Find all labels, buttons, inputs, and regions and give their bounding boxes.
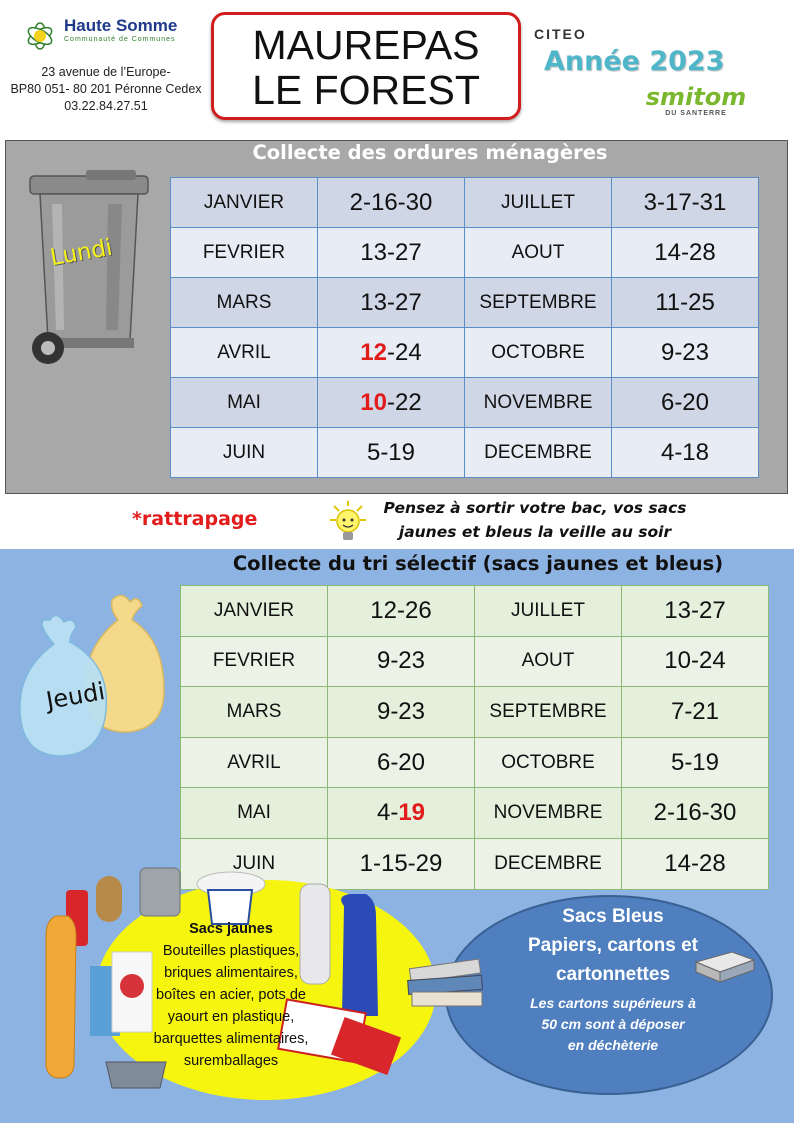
- citeo-logo: CITEO: [534, 26, 587, 42]
- recycling-bags-icon: [14, 590, 174, 760]
- dates-cell: 10-22: [318, 378, 465, 428]
- month-cell: DECEMBRE: [465, 428, 612, 478]
- month-cell: OCTOBRE: [475, 737, 622, 788]
- month-cell: MAI: [171, 378, 318, 428]
- month-cell: AVRIL: [171, 328, 318, 378]
- smitom-subtitle: DU SANTERRE: [665, 110, 727, 117]
- address-block: [6, 64, 206, 115]
- table-row: [181, 737, 769, 788]
- month-cell: FEVRIER: [181, 636, 328, 687]
- town-title-line1: MAUREPAS: [252, 22, 480, 68]
- reminder-line: Pensez à sortir votre bac, vos sacs: [383, 499, 687, 517]
- dates-cell: 6-20: [328, 737, 475, 788]
- table-row: [171, 328, 759, 378]
- dates-cell: 7-21: [622, 687, 769, 738]
- smitom-name: smitom: [645, 83, 747, 111]
- month-cell: JUIN: [171, 428, 318, 478]
- dates-cell: 12-24: [318, 328, 465, 378]
- wheelie-bin-icon: [26, 170, 156, 370]
- sorting-title: Collecte du tri sélectif (sacs jaunes et bleus): [232, 552, 724, 575]
- lightbulb-icon: [328, 500, 368, 544]
- sorting-calendar: [180, 585, 769, 890]
- dates-cell: 13-27: [318, 278, 465, 328]
- dates-cell: 11-25: [612, 278, 759, 328]
- address-line: 23 avenue de l’Europe-: [41, 65, 171, 79]
- blue-bag-note-line: Les cartons supérieurs à: [530, 995, 696, 1011]
- month-cell: DECEMBRE: [475, 838, 622, 889]
- yellow-bag-info: [126, 918, 336, 1072]
- address-line: BP80 051- 80 201 Péronne Cedex: [10, 82, 202, 96]
- household-waste-title: Collecte des ordures ménagères: [252, 141, 608, 164]
- dates-cell: 14-28: [622, 838, 769, 889]
- town-title-box: [211, 12, 521, 120]
- month-cell: JUILLET: [465, 178, 612, 228]
- haute-somme-logo: [20, 14, 200, 64]
- month-cell: OCTOBRE: [465, 328, 612, 378]
- blue-bag-line: Papiers, cartons et: [527, 935, 699, 956]
- month-cell: NOVEMBRE: [475, 788, 622, 839]
- yellow-bag-line: Bouteilles plastiques,: [162, 943, 300, 959]
- table-row: [171, 178, 759, 228]
- yellow-bag-line: barquettes alimentaires,: [153, 1031, 309, 1047]
- table-row: [181, 636, 769, 687]
- month-cell: NOVEMBRE: [465, 378, 612, 428]
- smitom-logo: [638, 84, 754, 117]
- dates-cell: 13-27: [318, 228, 465, 278]
- blue-bag-title: Sacs Bleus: [562, 906, 664, 927]
- dates-cell: 13-27: [622, 586, 769, 637]
- dates-cell: 2-16-30: [318, 178, 465, 228]
- dates-cell: 5-19: [622, 737, 769, 788]
- rattrapage-label: *rattrapage: [132, 508, 258, 530]
- month-cell: AOUT: [465, 228, 612, 278]
- rattrapage-date: 19: [398, 799, 426, 827]
- month-cell: MARS: [181, 687, 328, 738]
- month-cell: JUILLET: [475, 586, 622, 637]
- dates-cell: 12-26: [328, 586, 475, 637]
- table-row: [171, 378, 759, 428]
- dates-cell: 10-24: [622, 636, 769, 687]
- month-cell: JUIN: [181, 838, 328, 889]
- dates-cell: 14-28: [612, 228, 759, 278]
- table-row: [181, 788, 769, 839]
- rattrapage-date: 10: [360, 388, 387, 416]
- yellow-bag-title: Sacs jaunes: [189, 921, 273, 937]
- table-row: [171, 428, 759, 478]
- reminder-line: jaunes et bleus la veille au soir: [398, 523, 672, 541]
- month-cell: MARS: [171, 278, 318, 328]
- phone-number: 03.22.84.27.51: [64, 99, 148, 113]
- dates-cell: 5-19: [318, 428, 465, 478]
- blue-bag-note-line: 50 cm sont à déposer: [541, 1016, 685, 1032]
- dates-cell: 9-23: [612, 328, 759, 378]
- table-row: [171, 278, 759, 328]
- dates-cell: 9-23: [328, 636, 475, 687]
- household-waste-calendar: [170, 177, 759, 478]
- yellow-bag-line: suremballages: [183, 1053, 279, 1069]
- month-cell: SEPTEMBRE: [465, 278, 612, 328]
- table-row: [181, 687, 769, 738]
- month-cell: MAI: [181, 788, 328, 839]
- town-title-line2: LE FOREST: [252, 67, 480, 113]
- yellow-bag-line: yaourt en plastique,: [167, 1009, 295, 1025]
- collection-day-label: Jeudi: [44, 677, 107, 715]
- reminder-text: [376, 496, 694, 544]
- table-row: [181, 586, 769, 637]
- table-row: [171, 228, 759, 278]
- yellow-bag-line: boîtes en acier, pots de: [156, 987, 306, 1003]
- blue-bag-note: [478, 993, 748, 1056]
- dates-cell: 9-23: [328, 687, 475, 738]
- rattrapage-date: 12: [360, 338, 387, 366]
- dates-cell: 6-20: [612, 378, 759, 428]
- logo-name: Haute Somme: [64, 16, 178, 35]
- blue-bag-line: cartonnettes: [555, 964, 671, 985]
- dates-cell: 2-16-30: [622, 788, 769, 839]
- collection-day-label: Lundi: [48, 234, 115, 272]
- month-cell: FEVRIER: [171, 228, 318, 278]
- month-cell: AOUT: [475, 636, 622, 687]
- blue-bag-note-line: en déchèterie: [567, 1037, 659, 1053]
- dates-cell: 4-18: [612, 428, 759, 478]
- month-cell: JANVIER: [181, 586, 328, 637]
- dates-cell: 1-15-29: [328, 838, 475, 889]
- flower-logo-icon: [22, 18, 58, 54]
- month-cell: SEPTEMBRE: [475, 687, 622, 738]
- logo-subtitle: Communauté de Communes: [64, 36, 176, 43]
- dates-cell: 4-19: [328, 788, 475, 839]
- year-label: Année 2023: [544, 46, 725, 77]
- month-cell: JANVIER: [171, 178, 318, 228]
- dates-cell: 3-17-31: [612, 178, 759, 228]
- blue-bag-info: [478, 902, 748, 1056]
- month-cell: AVRIL: [181, 737, 328, 788]
- yellow-bag-line: briques alimentaires,: [164, 965, 298, 981]
